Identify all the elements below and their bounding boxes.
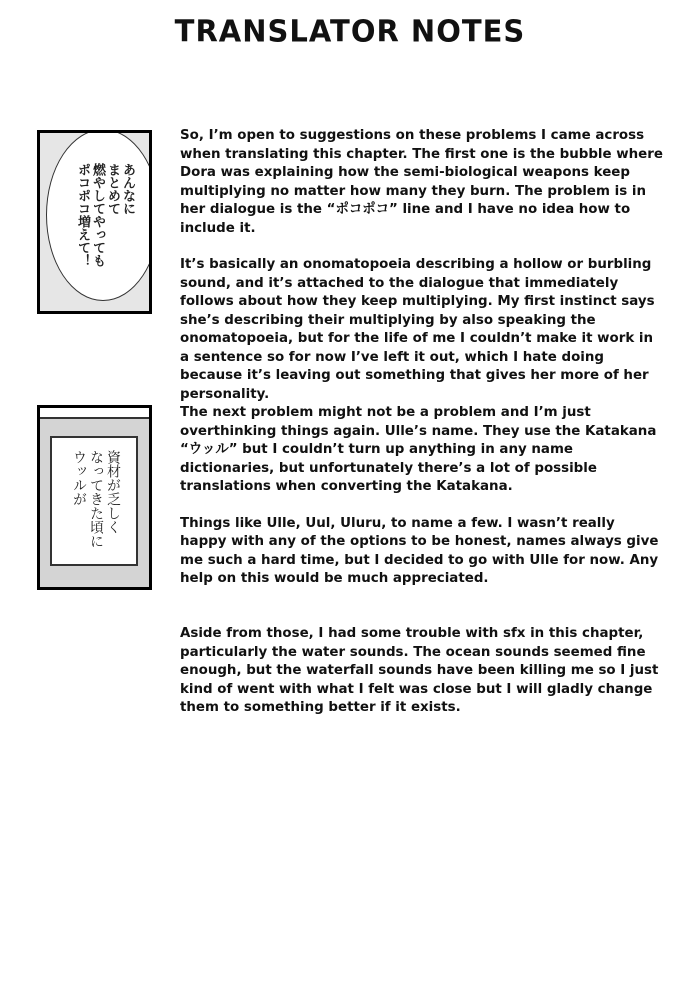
manga-panel-speech-bubble [37, 130, 152, 314]
page-title: TRANSLATOR NOTES [174, 13, 526, 49]
panel-japanese-text: あんなに まとめて 燃やしてやっても ポコポコ増えて！ [75, 163, 135, 267]
panel-top-strip [40, 408, 149, 419]
caption-box [50, 436, 138, 566]
note-paragraph: So, I’m open to suggestions on these problems I came across when translating this chapter. The first one is the bubble where Dora was explaining how the semi-biological weapons keep multiplying no matter how many they burn. The problem is in her dialogue is the “ポコポコ” line and I have no idea how to include it. [180, 128, 663, 236]
note-paragraph: It’s basically an onomatopoeia describing a hollow or burbling sound, and it’s attached to the dialogue that immediately follows about how they keep multiplying. My first instinct says she’s describing their multiplying by also speaking the onomatopoeia, but for the life of me I couldn’t make it work in a sentence so for now I’ve left it out, which I hate doing because it’s leaving out something that gives her more of her personality. [180, 257, 655, 402]
note-paragraph: The next problem might not be a problem and I’m just overthinking things again. Ulle’s name. They use the Katakana “ウッル” but I couldn’t turn up anything in any name dictionaries, but unfortunately there’s a lot of possible translations when converting the Katakana. [180, 405, 657, 494]
note-sfx [180, 625, 665, 736]
note-ulle-name [180, 404, 665, 607]
note-paragraph: Things like Ulle, Uul, Uluru, to name a few. I wasn’t really happy with any of the options to be honest, names always give me such a hard time, but I decided to go with Ulle for now. Any help on this would be much appreciated. [180, 515, 659, 586]
note-paragraph: Aside from those, I had some trouble with sfx in this chapter, particularly the water sounds. The ocean sounds seemed fine enough, but the waterfall sounds have been killing me so I just kind of went with what I felt was close but I will gladly change them to something better if it exists. [180, 626, 659, 715]
panel-japanese-text: 資材が乏しく なってきた頃に ウッルが [71, 450, 121, 548]
note-pokopoko [180, 127, 665, 422]
manga-panel-caption-box [37, 405, 152, 590]
